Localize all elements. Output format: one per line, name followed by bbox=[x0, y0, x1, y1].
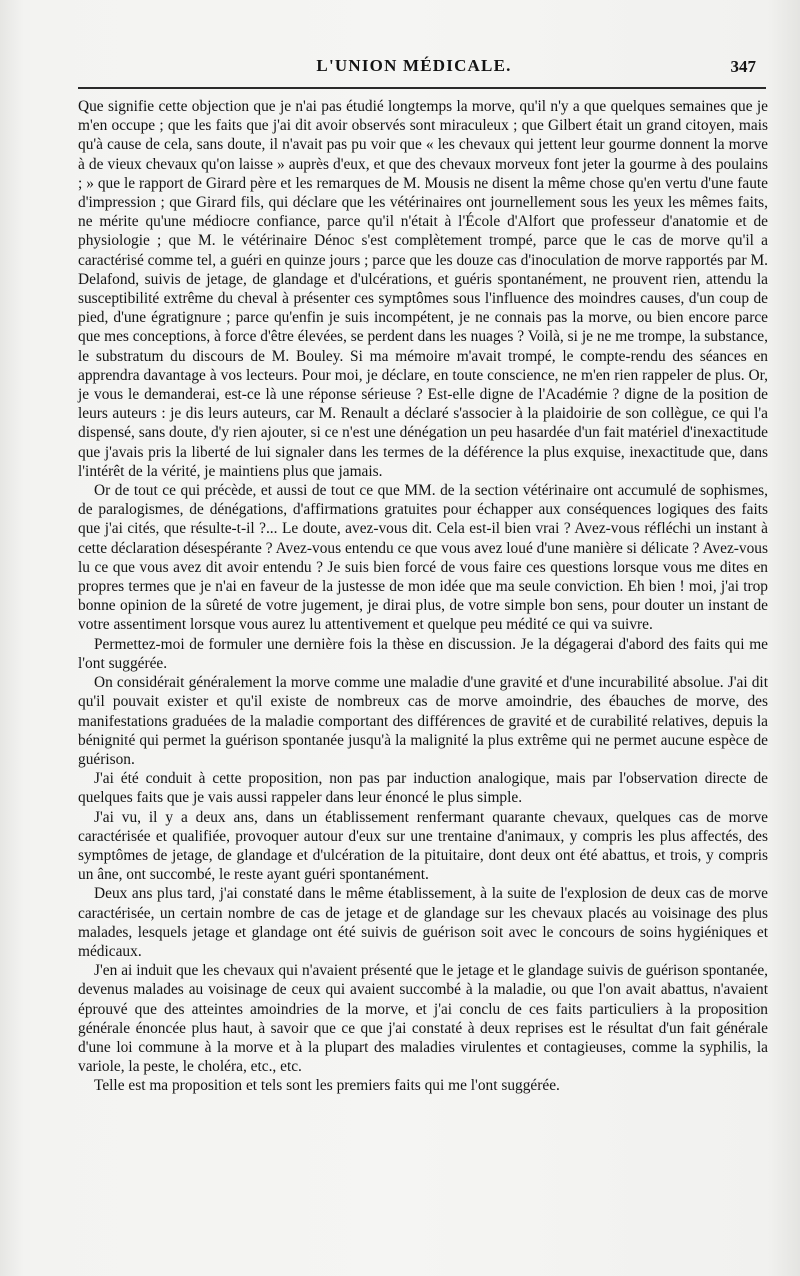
running-title: L'UNION MÉDICALE. bbox=[316, 56, 512, 75]
page-header bbox=[72, 56, 756, 78]
paragraph-2: Or de tout ce qui précède, et aussi de tout ce que MM. de la section vétérinaire ont accumulé de sophismes, de paralogismes, de dénégations, d'affirmations gratuites pour échapper aux conséquences logiques des faits que j'ai cités, que résulte-t-il ?... Le doute, avez-vous dit. Cela est-il bien vrai ? Avez-vous réfléchi un instant à cette déclaration désespérante ? Avez-vous entendu ce que vous avez loué d'une manière si délicate ? Avez-vous lu ce que vous avez dit avoir entendu ? Je suis bien forcé de vous faire ces questions lorsque vous me dites en propres termes que je n'ai en faveur de la justesse de mon idée que ma seule conviction. Eh bien ! moi, j'ai trop bonne opinion de la sûreté de votre jugement, je dirai plus, de votre simple bon sens, pour douter un instant de votre assentiment lorsque vous aurez lu attentivement et quelque peu médité ce qui va suivre. bbox=[78, 482, 768, 634]
paragraph-9: Telle est ma proposition et tels sont les premiers faits qui me l'ont suggérée. bbox=[94, 1077, 560, 1095]
paragraph-8: J'en ai induit que les chevaux qui n'avaient présenté que le jetage et le glandage suivis de guérison spontanée, devenus malades au voisinage de ceux qui avaient succombé à la maladie, ou que l'on avait abattus, n'avaient éprouvé que des atteintes amoindries de la morve, et j'ai conclu de ces faits particuliers à la proposition générale énoncée plus haut, à savoir que ce que j'ai constaté à deux reprises est le résultat d'un fait générale d'une loi commune à la morve et à la plupart des maladies virulentes et contagieuses, comme la syphilis, la variole, la peste, le choléra, etc., etc. bbox=[78, 962, 768, 1076]
paragraph-5: J'ai été conduit à cette proposition, non pas par induction analogique, mais par l'observation directe de quelques faits que je vais aussi rappeler dans leur énoncé le plus simple. bbox=[78, 770, 768, 807]
paragraph-7: Deux ans plus tard, j'ai constaté dans le même établissement, à la suite de l'explosion de deux cas de morve caractérisée, un certain nombre de cas de jetage et de glandage sur les chevaux placés au voisinage des plus malades, lesquels jetage et glandage ont été suivis de guérison soit avec le concours de soins hygiéniques et médicaux. bbox=[78, 885, 768, 960]
article-body bbox=[78, 97, 768, 1096]
page-number: 347 bbox=[730, 57, 756, 76]
header-rule bbox=[78, 87, 766, 89]
paragraph-4: On considérait généralement la morve comme une maladie d'une gravité et d'une incurabilité absolue. J'ai dit qu'il pouvait exister et qu'il existe de nombreux cas de morve amoindrie, des ébauches de morve, des manifestations graduées de la maladie comportant des différences de gravité et de curabilité relatives, depuis la bénignité qui permet la guérison spontanée jusqu'à la malignité la plus extrême qui ne permet aucune espèce de guérison. bbox=[78, 674, 768, 768]
paragraph-6: J'ai vu, il y a deux ans, dans un établissement renfermant quarante chevaux, quelques cas de morve caractérisée et qualifiée, provoquer autour d'eux sur une trentaine d'animaux, y compris les plus affectés, des symptômes de jetage, de glandage et d'ulcération de la pituitaire, dont deux ont été abattus, et trois, y compris un âne, ont succombé, le reste ayant guéri spontanément. bbox=[78, 808, 768, 884]
paragraph-3: Permettez-moi de formuler une dernière fois la thèse en discussion. Je la dégagerai d'abord des faits qui me l'ont suggérée. bbox=[78, 635, 768, 672]
paragraph-1: Que signifie cette objection que je n'ai pas étudié longtemps la morve, qu'il n'y a que quelques semaines que je m'en occupe ; que les faits que j'ai dit avoir observés sont miraculeux ; que Gilbert était un grand citoyen, mais qu'à cause de cela, sans doute, il n'avait pas pu voir que « les chevaux qui jettent leur gourme donnent la morve à de vieux chevaux qu'on laisse » auprès d'eux, et que des chevaux morveux font jeter la gourme à des poulains ; » que le rapport de Girard père et les remarques de M. Mousis ne disent la même chose qu'en vertu d'une faute d'impression ; que Girard fils, qui déclare que les vétérinaires ont journellement sous les yeux les mêmes faits, ne mérite qu'une médiocre confiance, parce qu'il n'était à l'École d'Alfort que professeur d'anatomie et de physiologie ; que M. le vétérinaire Dénoc s'est complètement trompé, parce que le cas de morve qu'il a caractérisé comme tel, a guéri en quinze jours ; parce que les douze cas d'inoculation de morve rapportés par M. Delafond, suivis de jetage, de glandage et d'ulcérations, et guéris spontanément, ne prouvent rien, attendu la susceptibilité extrême du cheval à présenter ces symptômes sous l'influence des moindres causes, d'un coup de pied, d'une égratignure ; parce qu'enfin je suis incompétent, je ne connais pas la morve, ou bien encore parce que mes conceptions, à force d'être élevées, se perdent dans les nuages ? Voilà, si je ne me trompe, la substance, le substratum du discours de M. Bouley. Si ma mémoire m'avait trompé, le compte-rendu des séances en apprendra davantage à vos lecteurs. Pour moi, je déclare, en toute conscience, ne m'en rien rappeler de plus. Or, je vous le demanderai, est-ce là une réponse sérieuse ? Est-elle digne de l'Académie ? digne de la position de leurs auteurs : je dis leurs auteurs, car M. Renault a déclaré s'associer à la plaidoirie de son collègue, ce qui l'a dispensé, sans doute, d'y rien ajouter, si ce n'est une dénégation un peu hasardée d'un fait matériel d'inexactitude que j'avais pris la liberté de lui signaler dans les termes de la déférence la plus exquise, inexactitude que, dans l'intérêt de la vérité, je maintiens plus que jamais. bbox=[78, 98, 769, 480]
